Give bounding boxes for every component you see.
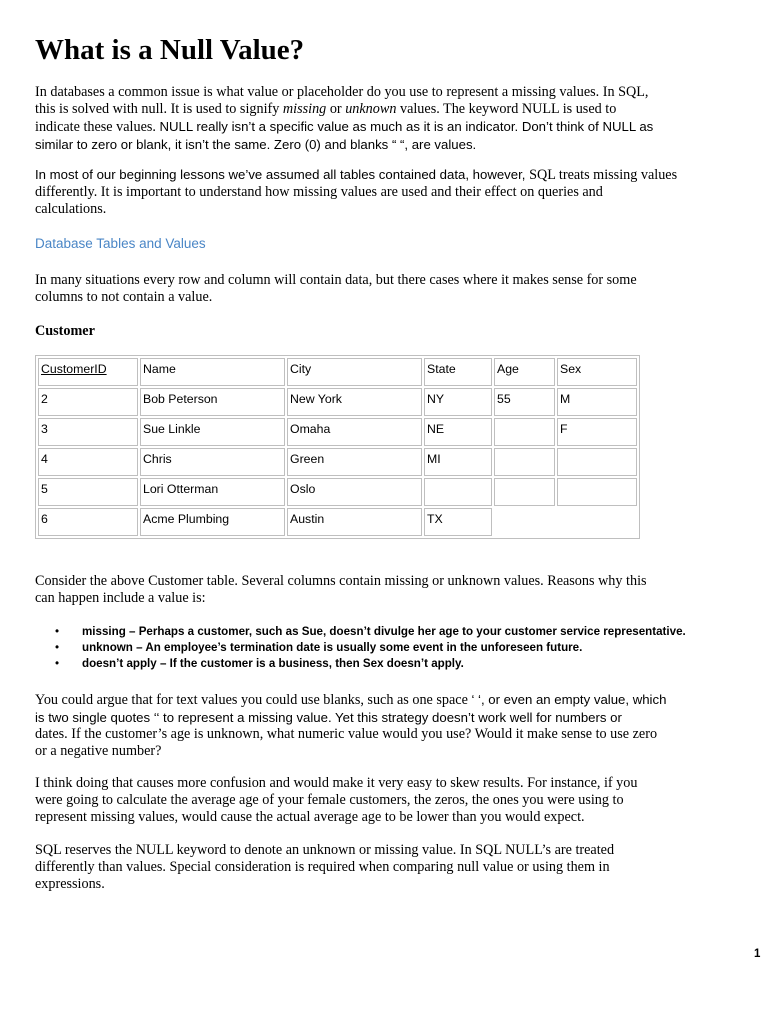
cell-customerid: 3 (38, 418, 138, 446)
page-title: What is a Null Value? (35, 34, 305, 66)
cell-state (424, 478, 492, 506)
cell-state: MI (424, 448, 492, 476)
para3-line-2: columns to not contain a value. (35, 289, 213, 305)
cell-customerid: 2 (38, 388, 138, 416)
cell-sex (557, 448, 637, 476)
para6-line-1: I think doing that causes more confusion and would make it very easy to skew results. For instance, if you (35, 775, 638, 791)
section-subheading: Database Tables and Values (35, 236, 206, 251)
cell-customerid: 6 (38, 508, 138, 536)
para7-line-1: SQL reserves the NULL keyword to denote an unknown or missing value. In SQL NULL’s are treated (35, 842, 615, 858)
cell-city: Oslo (287, 478, 422, 506)
customer-table (35, 355, 640, 539)
para5-line-4: or a negative number? (35, 743, 162, 759)
header-state: State (424, 358, 492, 386)
intro-line-3: indicate these values. NULL really isn’t a specific value as much as it is an indicator. Don’t think of NULL as (35, 119, 654, 135)
paragraph-2 (35, 166, 730, 218)
table-header-row (38, 358, 637, 386)
paragraph-4 (35, 573, 730, 607)
cell-age (494, 448, 555, 476)
cell-sex: M (557, 388, 637, 416)
header-customerid: CustomerID (38, 358, 138, 386)
intro-paragraph (35, 84, 730, 153)
bullet-icon: • (55, 657, 60, 670)
para2-line-3: calculations. (35, 201, 107, 217)
cell-name: Acme Plumbing (140, 508, 285, 536)
missing-emphasis: missing (282, 101, 327, 117)
cell-name: Lori Otterman (140, 478, 285, 506)
cell-age (494, 478, 555, 506)
para5-line-1: You could argue that for text values you could use blanks, such as one space ‘ ‘, or even an empty value, which (35, 692, 667, 708)
cell-name: Bob Peterson (140, 388, 285, 416)
cell-city: Green (287, 448, 422, 476)
paragraph-5 (35, 691, 730, 760)
table-caption: Customer (35, 323, 95, 339)
list-item: • doesn’t apply – If the customer is a business, then Sex doesn’t apply. (55, 657, 464, 670)
intro-line-4: similar to zero or blank, it isn’t the same. Zero (0) and blanks “ “, are values. (35, 137, 477, 152)
table-row (38, 388, 637, 416)
cell-state: TX (424, 508, 492, 536)
table-row (38, 478, 637, 506)
cell-name: Chris (140, 448, 285, 476)
cell-state: NY (424, 388, 492, 416)
header-sex: Sex (557, 358, 637, 386)
cell-city: Omaha (287, 418, 422, 446)
list-item: • unknown – An employee’s termination date is usually some event in the unforeseen future. (55, 641, 583, 654)
table-row (38, 508, 637, 536)
paragraph-7 (35, 842, 730, 893)
intro-line-2: this is solved with null. It is used to signify missing or unknown values. The keyword NULL is used to (35, 101, 617, 117)
cell-name: Sue Linkle (140, 418, 285, 446)
cell-customerid: 5 (38, 478, 138, 506)
cell-sex (557, 478, 637, 506)
para4-line-2: can happen include a value is: (35, 590, 206, 606)
list-item: • missing – Perhaps a customer, such as Sue, doesn’t divulge her age to your customer service representative. (55, 625, 686, 638)
paragraph-3 (35, 272, 730, 306)
reasons-list (35, 624, 686, 672)
page-number: 1 (754, 948, 761, 960)
bullet-icon: • (55, 641, 60, 654)
bullet-icon: • (55, 625, 60, 638)
paragraph-6 (35, 775, 730, 826)
para7-line-3: expressions. (35, 876, 105, 892)
header-name: Name (140, 358, 285, 386)
para2-line-2: differently. It is important to understand how missing values are used and their effect on queries and (35, 184, 603, 200)
cell-sex: F (557, 418, 637, 446)
para2-line-1: In most of our beginning lessons we’ve assumed all tables contained data, however, SQL treats missing values (35, 167, 678, 183)
cell-age: 55 (494, 388, 555, 416)
header-city: City (287, 358, 422, 386)
cell-age (494, 418, 555, 446)
para3-line-1: In many situations every row and column will contain data, but there cases where it makes sense for some (35, 272, 637, 288)
cell-city: Austin (287, 508, 422, 536)
para5-line-2: is two single quotes ‘‘ to represent a missing value. Yet this strategy doesn’t work well for numbers or (35, 710, 622, 725)
cell-city: New York (287, 388, 422, 416)
cell-state: NE (424, 418, 492, 446)
para4-line-1: Consider the above Customer table. Several columns contain missing or unknown values. Reasons why this (35, 573, 647, 589)
table-row (38, 448, 637, 476)
para6-line-3: represent missing values, would cause the actual average age to be lower than you would expect. (35, 809, 585, 825)
para7-line-2: differently than values. Special consideration is required when comparing null value or using them in (35, 859, 610, 875)
para5-line-3: dates. If the customer’s age is unknown, what numeric value would you use? Would it make sense to use zero (35, 726, 658, 742)
cell-empty (494, 508, 637, 536)
cell-customerid: 4 (38, 448, 138, 476)
unknown-emphasis: unknown (345, 101, 397, 117)
intro-line-1: In databases a common issue is what value or placeholder do you use to represent a missing values. In SQL, (35, 84, 649, 100)
table-row (38, 418, 637, 446)
header-age: Age (494, 358, 555, 386)
para6-line-2: were going to calculate the average age of your female customers, the zeros, the ones you were using to (35, 792, 624, 808)
